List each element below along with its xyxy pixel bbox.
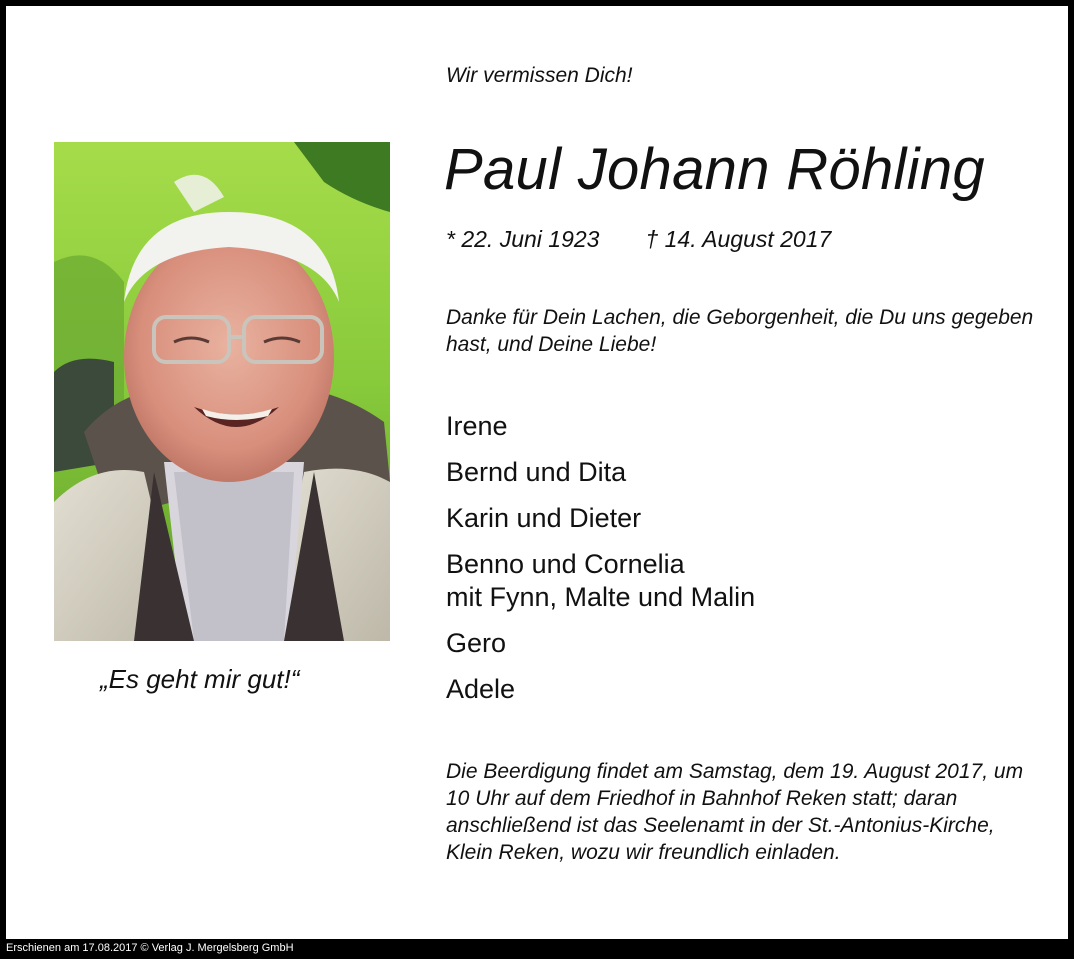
mourner-item: Benno und Cornelia [446, 549, 685, 579]
mourner-item: Irene [446, 411, 508, 441]
death-date: † 14. August 2017 [645, 226, 832, 252]
portrait-quote: „Es geht mir gut!“ [100, 664, 300, 694]
motto: Wir vermissen Dich! [446, 64, 633, 87]
portrait-photo [54, 142, 390, 641]
thanks-text: Danke für Dein Lachen, die Geborgenheit, die Du uns gegeben hast, und Deine Liebe! [446, 306, 1034, 356]
mourner-item: Bernd und Dita [446, 457, 627, 487]
mourner-item: Gero [446, 628, 507, 658]
mourners-list [446, 410, 1046, 719]
mourner-item: Adele [446, 674, 516, 704]
publication-footer: Erschienen am 17.08.2017 © Verlag J. Mergelsberg GmbH [6, 942, 294, 954]
obituary-notice [6, 6, 1068, 939]
birth-date: * 22. Juni 1923 [446, 226, 600, 252]
funeral-details: Die Beerdigung findet am Samstag, dem 19. August 2017, um 10 Uhr auf dem Friedhof in Bahnhof Reken statt; daran anschließend ist das Seelenamt in der St.-Antonius-Kirche, Klein Reken, wozu wir freundlich einladen. [446, 760, 1024, 864]
mourner-item: mit Fynn, Malte und Malin [446, 582, 756, 612]
deceased-name: Paul Johann Röhling [444, 137, 985, 202]
life-dates [446, 226, 831, 253]
mourner-item: Karin und Dieter [446, 503, 642, 533]
